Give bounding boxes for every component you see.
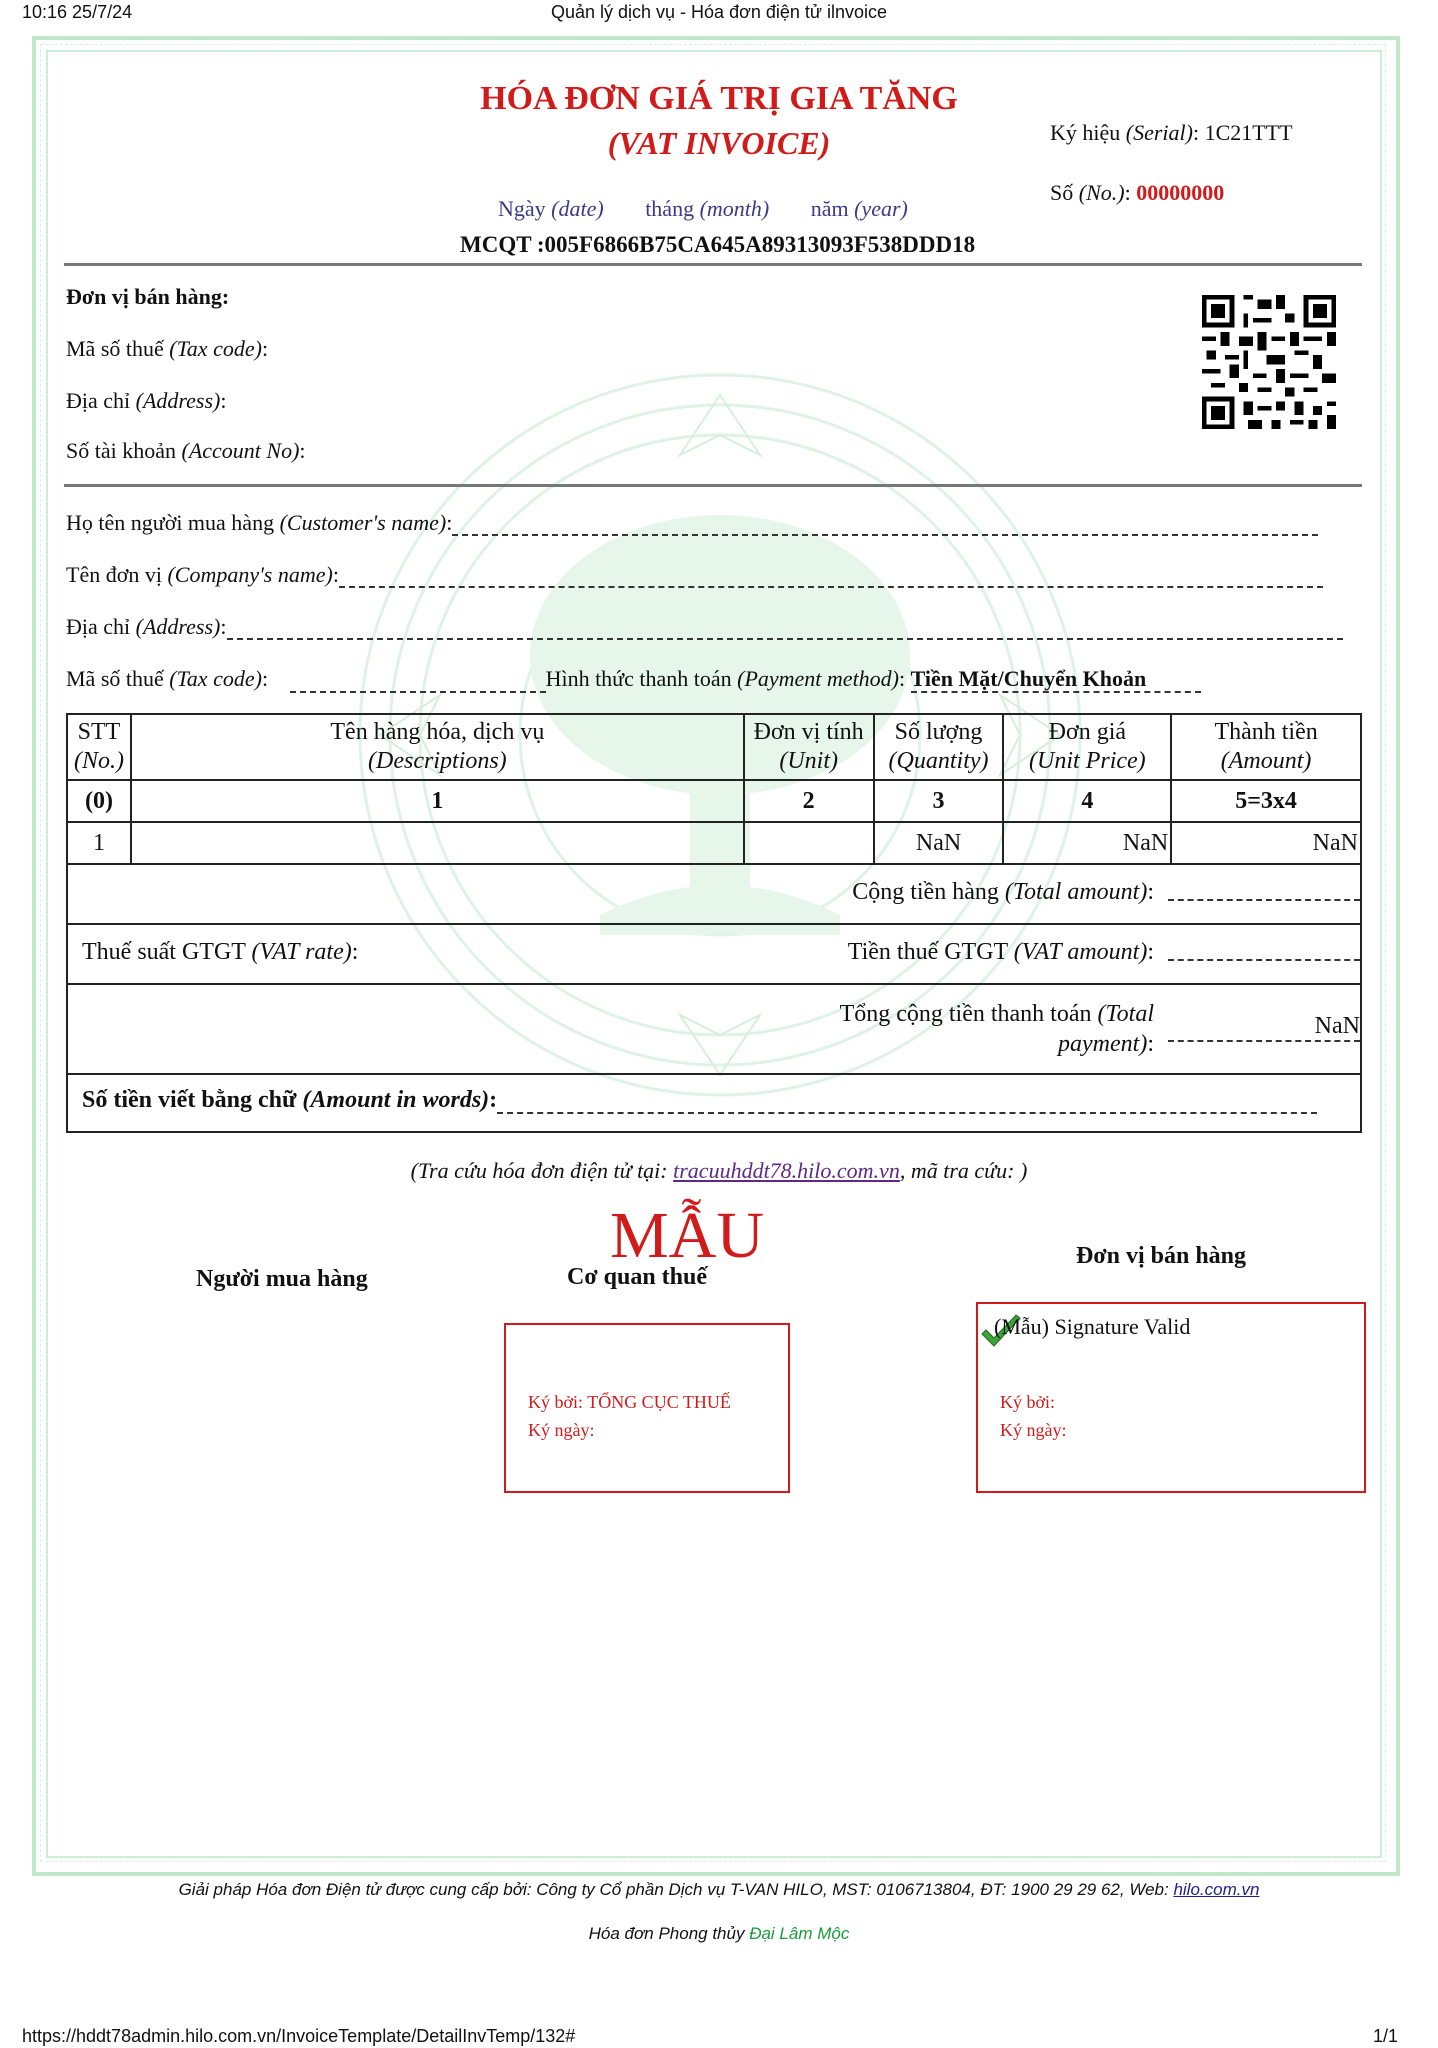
buyer-signature-title: Người mua hàng bbox=[196, 1266, 368, 1292]
table-cell bbox=[744, 822, 874, 864]
table-header: Số lượng (Quantity) bbox=[874, 714, 1004, 780]
amount-in-words-label: Số tiền viết bằng chữ (Amount in words): bbox=[82, 1087, 1362, 1114]
table-cell: NaN bbox=[1003, 822, 1171, 864]
table-cell: NaN bbox=[1171, 822, 1361, 864]
table-row bbox=[67, 822, 1361, 864]
seller-signature-box bbox=[976, 1302, 1366, 1493]
serial-label-en: (Serial) bbox=[1125, 120, 1193, 145]
serial-label: Ký hiệu bbox=[1050, 120, 1121, 145]
tax-authority-title: Cơ quan thuế bbox=[567, 1264, 708, 1290]
table-header: Tên hàng hóa, dịch vụ (Descriptions) bbox=[131, 714, 744, 780]
tax-signed-date: Ký ngày: bbox=[528, 1420, 595, 1440]
buyer-company-line: Tên đơn vị (Company's name): bbox=[66, 562, 1323, 588]
vat-row bbox=[68, 925, 1360, 985]
divider bbox=[64, 263, 1362, 266]
no-label-en: (No.) bbox=[1078, 180, 1125, 205]
tax-signature-box bbox=[504, 1323, 790, 1493]
serial-line: Ký hiệu (Serial): 1C21TTT bbox=[1050, 120, 1293, 145]
seller-signed-by: Ký bởi: bbox=[1000, 1392, 1056, 1412]
template-name: Đại Lâm Mộc bbox=[749, 1924, 850, 1943]
table-cell: 1 bbox=[67, 822, 131, 864]
seller-heading: Đơn vị bán hàng: bbox=[66, 284, 230, 309]
table-cell: 3 bbox=[874, 780, 1004, 822]
total-amount-row bbox=[68, 865, 1360, 925]
table-header: Đơn vị tính (Unit) bbox=[744, 714, 874, 780]
table-header: STT (No.) bbox=[67, 714, 131, 780]
total-amount-label: Cộng tiền hàng (Total amount): bbox=[852, 879, 1154, 905]
table-cell: 1 bbox=[131, 780, 744, 822]
invoice-number: 00000000 bbox=[1136, 180, 1225, 205]
signature-valid-text: (Mẫu) Signature Valid bbox=[994, 1314, 1191, 1339]
table-header-row bbox=[67, 714, 1361, 780]
print-timestamp: 10:16 25/7/24 bbox=[22, 2, 133, 22]
table-cell bbox=[131, 822, 744, 864]
divider bbox=[64, 484, 1362, 487]
serial-value: 1C21TTT bbox=[1204, 120, 1293, 145]
buyer-tax-payment-line: Mã số thuế (Tax code): Hình thức thanh toán (Payment method): Tiền Mặt/Chuyển Khoản bbox=[66, 666, 1201, 693]
table-cell: (0) bbox=[67, 780, 131, 822]
year-label: năm bbox=[810, 196, 849, 221]
total-amount-value bbox=[1168, 899, 1360, 901]
seller-signature-title: Đơn vị bán hàng bbox=[1076, 1243, 1247, 1269]
table-cell: 2 bbox=[744, 780, 874, 822]
no-label: Số bbox=[1050, 180, 1074, 205]
table-header: Đơn giá (Unit Price) bbox=[1003, 714, 1171, 780]
date-label-en: (date) bbox=[551, 196, 604, 221]
seller-address: Địa chỉ (Address): bbox=[66, 388, 227, 413]
buyer-name-line: Họ tên người mua hàng (Customer's name): bbox=[66, 510, 1318, 536]
buyer-address-line: Địa chỉ (Address): bbox=[66, 614, 1343, 640]
total-payment-value: NaN bbox=[1168, 1013, 1360, 1042]
provider-footer: Giải pháp Hóa đơn Điện tử được cung cấp bởi: Công ty Cổ phần Dịch vụ T-VAN HILO, MST: 0106713804, ĐT: 1900 29 29 62, Web: hilo.com.vn bbox=[178, 1880, 1260, 1899]
sample-stamp: MẪU bbox=[610, 1199, 765, 1272]
month-label: tháng bbox=[645, 196, 695, 221]
table-cell: 5=3x4 bbox=[1171, 780, 1361, 822]
qr-code bbox=[1202, 295, 1336, 429]
seller-signed-date: Ký ngày: bbox=[1000, 1420, 1067, 1440]
payment-method-value: Tiền Mặt/Chuyển Khoản bbox=[910, 666, 1147, 691]
mcqt-code: MCQT :005F6866B75CA645A89313093F538DDD18 bbox=[460, 232, 976, 257]
total-payment-row bbox=[68, 985, 1360, 1075]
date-label: Ngày bbox=[498, 196, 546, 221]
table-index-row bbox=[67, 780, 1361, 822]
total-payment-label: Tổng cộng tiền thanh toán (Total payment): bbox=[839, 1001, 1154, 1057]
lookup-line: (Tra cứu hóa đơn điện tử tại: tracuuhddt78.hilo.com.vn, mã tra cứu: ) bbox=[410, 1158, 1028, 1183]
vat-rate-label: Thuế suất GTGT (VAT rate): bbox=[82, 939, 359, 965]
tax-signed-by: Ký bởi: TỔNG CỤC THUẾ bbox=[528, 1392, 731, 1412]
year-label-en: (year) bbox=[854, 196, 908, 221]
print-page-count: 1/1 bbox=[1372, 2026, 1398, 2046]
vat-amount-label: Tiền thuế GTGT (VAT amount): bbox=[847, 939, 1154, 965]
provider-link[interactable]: hilo.com.vn bbox=[1173, 1880, 1260, 1899]
table-cell: 4 bbox=[1003, 780, 1171, 822]
invoice-title: HÓA ĐƠN GIÁ TRỊ GIA TĂNG bbox=[480, 80, 958, 117]
seller-tax-code: Mã số thuế (Tax code): bbox=[66, 336, 269, 361]
lookup-link[interactable]: tracuuhddt78.hilo.com.vn bbox=[673, 1158, 900, 1183]
table-cell: NaN bbox=[874, 822, 1004, 864]
seller-account: Số tài khoản (Account No): bbox=[66, 438, 306, 463]
vat-amount-value bbox=[1168, 959, 1360, 961]
print-url: https://hddt78admin.hilo.com.vn/InvoiceTemplate/DetailInvTemp/132# bbox=[22, 2026, 576, 2046]
invoice-subtitle: (VAT INVOICE) bbox=[607, 125, 831, 161]
invoice-number-line: Số (No.): 00000000 bbox=[1050, 180, 1225, 205]
date-line bbox=[498, 196, 908, 222]
template-footer: Hóa đơn Phong thủy Đại Lâm Mộc bbox=[588, 1924, 850, 1943]
amount-in-words-row bbox=[68, 1075, 1360, 1131]
month-label-en: (month) bbox=[699, 196, 770, 221]
items-table bbox=[66, 713, 1362, 865]
table-header: Thành tiền (Amount) bbox=[1171, 714, 1361, 780]
print-page-title: Quản lý dịch vụ - Hóa đơn điện tử ilnvoice bbox=[550, 2, 888, 22]
totals-block bbox=[66, 865, 1362, 1133]
